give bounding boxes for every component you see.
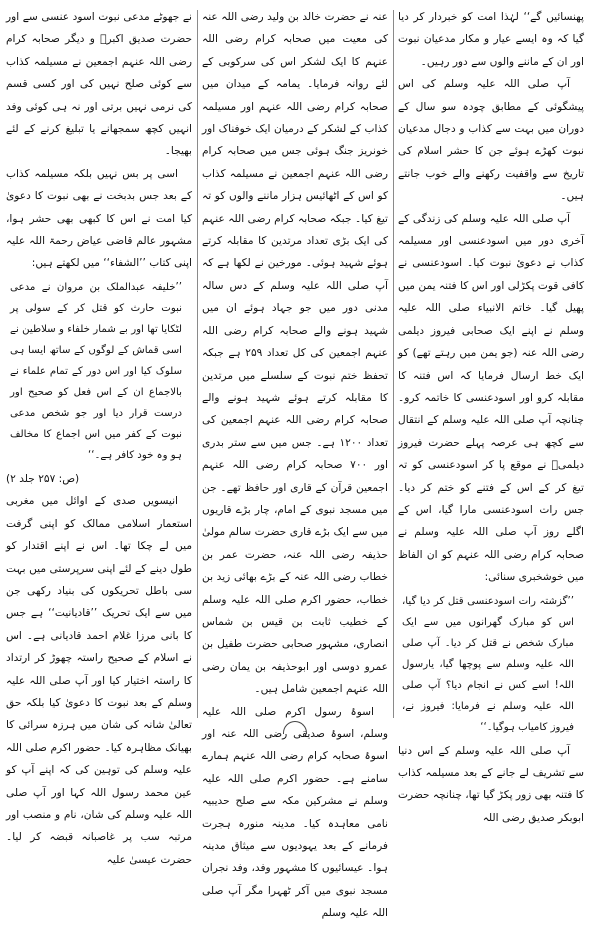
- paragraph: پھنسائیں گے‘‘ لہٰذا امت کو خبردار کر دیا گیا کہ وہ ایسے عیار و مکار مدعیان نبوت اور ان کے ماننے والوں سے دور رہیں۔: [398, 11, 584, 68]
- block-quote: ’’گزشتہ رات اسودعنسی قتل کر دیا گیا، اس کو مبارک گھرانوں میں سے ایک مبارک شخص نے قتل کر دیا۔ آپ صلی اللہ علیہ وسلم سے پوچھا گیا، یارسول اللہ! اسے کس نے انجام دیا؟ آپ صلی اللہ علیہ وسلم نے فرمایا: فیروز نے، فیروز کامیاب ہوگیا۔‘‘: [402, 595, 574, 733]
- citation-reference: (ص: ۲۵۷ جلد ۲): [6, 472, 80, 485]
- column-right: [398, 6, 584, 824]
- column-divider: [393, 10, 394, 718]
- block-quote: ’’خلیفہ عبدالملک بن مروان نے مدعی نبوت حارث کو قتل کر کے سولی پر لٹکایا تھا اور بے شمار خلفاء و سلاطین نے اسی قماش کے لوگوں کے ساتھ ایسا ہی سلوک کیا اور اس دور کے تمام علماء نے بالاجماع ان کے اس فعل کو صحیح اور درست قرار دیا اور جو شخص مدعی نبوت کے کفر میں اس اجماع کا مخالف ہو وہ خود کافر ہے۔‘‘: [10, 281, 182, 461]
- paragraph: آپ صلی اللہ علیہ وسلم کی زندگی کے آخری دور میں اسودعنسی اور مسیلمہ کذاب نے دعوئ نبوت کیا۔ اسودعنسی نے کافی قوت پکڑلی اور اس کا فتنہ یمن میں پھیل گیا۔ خاتم الانبیاء صلی اللہ علیہ وسلم نے اپنے ایک صحابی فیروز دیلمی رضی اللہ عنہ (جو یمن میں رہتے تھے) کو ایک خط ارسال فرمایا کہ اس فتنہ کا مقابلہ کرو اور اسودعنسی کا خاتمہ کرو۔ چنانچہ آپ صلی اللہ علیہ وسلم کے انتقال سے کچھ ہی عرصہ پہلے حضرت فیروز دیلمیؓ نے موقع پا کر اسودعنسی کو تہ تیغ کر کے اس کے فتنے کو ختم کر دیا۔ جس رات اسودعنسی مارا گیا، اس کے اگلے روز آپ صلی اللہ علیہ وسلم نے صحابہ کرام رضی اللہ عنہم کو ان الفاظ میں خوشخبری سنائی:: [398, 212, 584, 584]
- column-divider: [197, 10, 198, 718]
- paragraph: نے جھوٹے مدعی نبوت اسود عنسی سے اور حضرت صدیق اکبرؓ و دیگر صحابہ کرام رضی اللہ عنہم اجمعین نے مسیلمہ کذاب سے کوئی صلح نہیں کی اور کسی قسم کی نرمی نہیں برتی اور نہ ہی کوئی وفد انہیں کچھ سمجھانے یا تبلیغ کرنے کے لئے بھیجا۔: [6, 11, 192, 158]
- column-left: [6, 6, 192, 866]
- paragraph: اسوۂ رسول اکرم صلی اللہ علیہ وسلم، اسوۂ صدیقی رضی اللہ عنہ اور اسوۂ صحابہ کرام رضی اللہ عنہم ہمارے سامنے ہے۔ حضور اکرم صلی اللہ علیہ وسلم نے مشرکین مکہ سے صلح حدیبیہ نامی معاہدہ کیا۔ مدینہ منورہ ہجرت فرمانے کے بعد یہودیوں سے میثاق مدینہ ہوا۔ عیسائیوں کا مشہور وفد، وفد نجران مسجد نبوی میں آکر ٹھہرا مگر آپ صلی اللہ علیہ وسلم: [202, 705, 388, 920]
- paragraph: آپ صلی اللہ علیہ وسلم کے اس دنیا سے تشریف لے جانے کے بعد مسیلمہ کذاب کا فتنہ بھی زور پکڑ گیا تھا، چنانچہ حضرت ابوبکر صدیق رضی اللہ: [398, 744, 584, 824]
- column-middle: [202, 6, 388, 920]
- paragraph: عنہ نے حضرت خالد بن ولید رضی اللہ عنہ کی معیت میں صحابہ کرام رضی اللہ عنہم کا ایک لشکر اس کی سرکوبی کے لئے روانہ فرمایا۔ یمامہ کے میدان میں صحابہ کرام رضی اللہ عنہم اور مسیلمہ کذاب کے لشکر کے درمیان ایک خوفناک اور خونریز جنگ ہوئی جس میں صحابہ کرام رضی اللہ عنہم اجمعین نے مسیلمہ کذاب کو اس کے اٹھائیس ہزار ماننے والوں کو تہ تیغ کیا۔ جبکہ صحابہ کرام رضی اللہ عنہم کی ایک بڑی تعداد مرتدین کا مقابلہ کرتے ہوئے شہید ہوئی۔ مورخین نے لکھا ہے کہ آپ صلی اللہ علیہ وسلم کے دس سالہ مدنی دور میں جو جہاد ہوئے ان میں شہید ہونے والے صحابہ کرام رضی اللہ عنہم اجمعین کی کل تعداد ۲۵۹ ہے جبکہ تحفظ ختم نبوت کے سلسلے میں مرتدین کا مقابلہ کرتے ہوئے شہید ہونے والے صحابہ کرام رضی اللہ عنہم اجمعین کی تعداد ۱۲۰۰ ہے۔ جس میں سے ستر بدری اور ۷۰۰ صحابہ کرام رضی اللہ عنہم اجمعین قرآن کے قاری اور حافظ تھے۔ جن میں مسجد نبوی کے امام، چار بڑے قاریوں میں سے ایک بڑے قاری حضرت سالم مولیٰ حذیفہ رضی اللہ عنہ، حضرت عمر بن خطاب رضی اللہ عنہ کے بڑے بھائی زید بن خطاب، حضور اکرم صلی اللہ علیہ وسلم کے خطیب ثابت بن قیس بن شماس انصاری، مشہور صحابی حضرت طفیل بن عمرو دوسی اور ابوحذیفہ بن یمان رضی اللہ عنہم اجمعین شامل ہیں۔: [202, 11, 388, 696]
- paragraph: آپ صلی اللہ علیہ وسلم کی اس پیشگوئی کے مطابق چودہ سو سال کے دوران میں بہت سے کذاب و دجال مدعیان نبوت کھڑے ہوئے جن کا حشر اسلام کی تاریخ سے واقفیت رکھنے والے خوب جانتے ہیں۔: [398, 78, 584, 203]
- paragraph: اسی پر بس نہیں بلکہ مسیلمہ کذاب کے بعد جس بدبخت نے بھی نبوت کا دعویٰ کیا امت نے اس کا کبھی بھی حشر ہوا، مشہور عالم قاضی عیاض رحمۃ اللہ علیہ اپنی کتاب ’’الشفاء‘‘ میں لکھتے ہیں:: [6, 167, 192, 270]
- paragraph: انیسویں صدی کے اوائل میں مغربی استعمار اسلامی ممالک کو اپنی گرفت میں لے چکا تھا۔ اس نے اپنے اقتدار کو طول دینے کے لئے اپنی سرپرستی میں بہت سی باطل تحریکوں کی بنیاد رکھی جن میں سے ایک تحریک ’’قادیانیت‘‘ ہے جس کا بانی مرزا غلام احمد قادیانی ہے۔ اس نے اسلام کے صحیح راستہ چھوڑ کر ارتداد کا راستہ اختیار کیا اور آپ صلی اللہ علیہ وسلم کے بعد نبوت کا دعویٰ کیا بلکہ حق تعالیٰ شانہ کی شان میں ہرزہ سرائی کا بھیانک مظاہرہ کیا۔ حضور اکرم صلی اللہ علیہ وسلم کی توہین کی کہ اپنے آپ کو عین محمد رسول اللہ کہا اور آپ صلی اللہ علیہ وسلم کی شان، نام و منصب اور مرتبہ سب پر غاصبانہ قبضہ کر لیا۔ حضرت عیسیٰ علیہ: [6, 495, 192, 866]
